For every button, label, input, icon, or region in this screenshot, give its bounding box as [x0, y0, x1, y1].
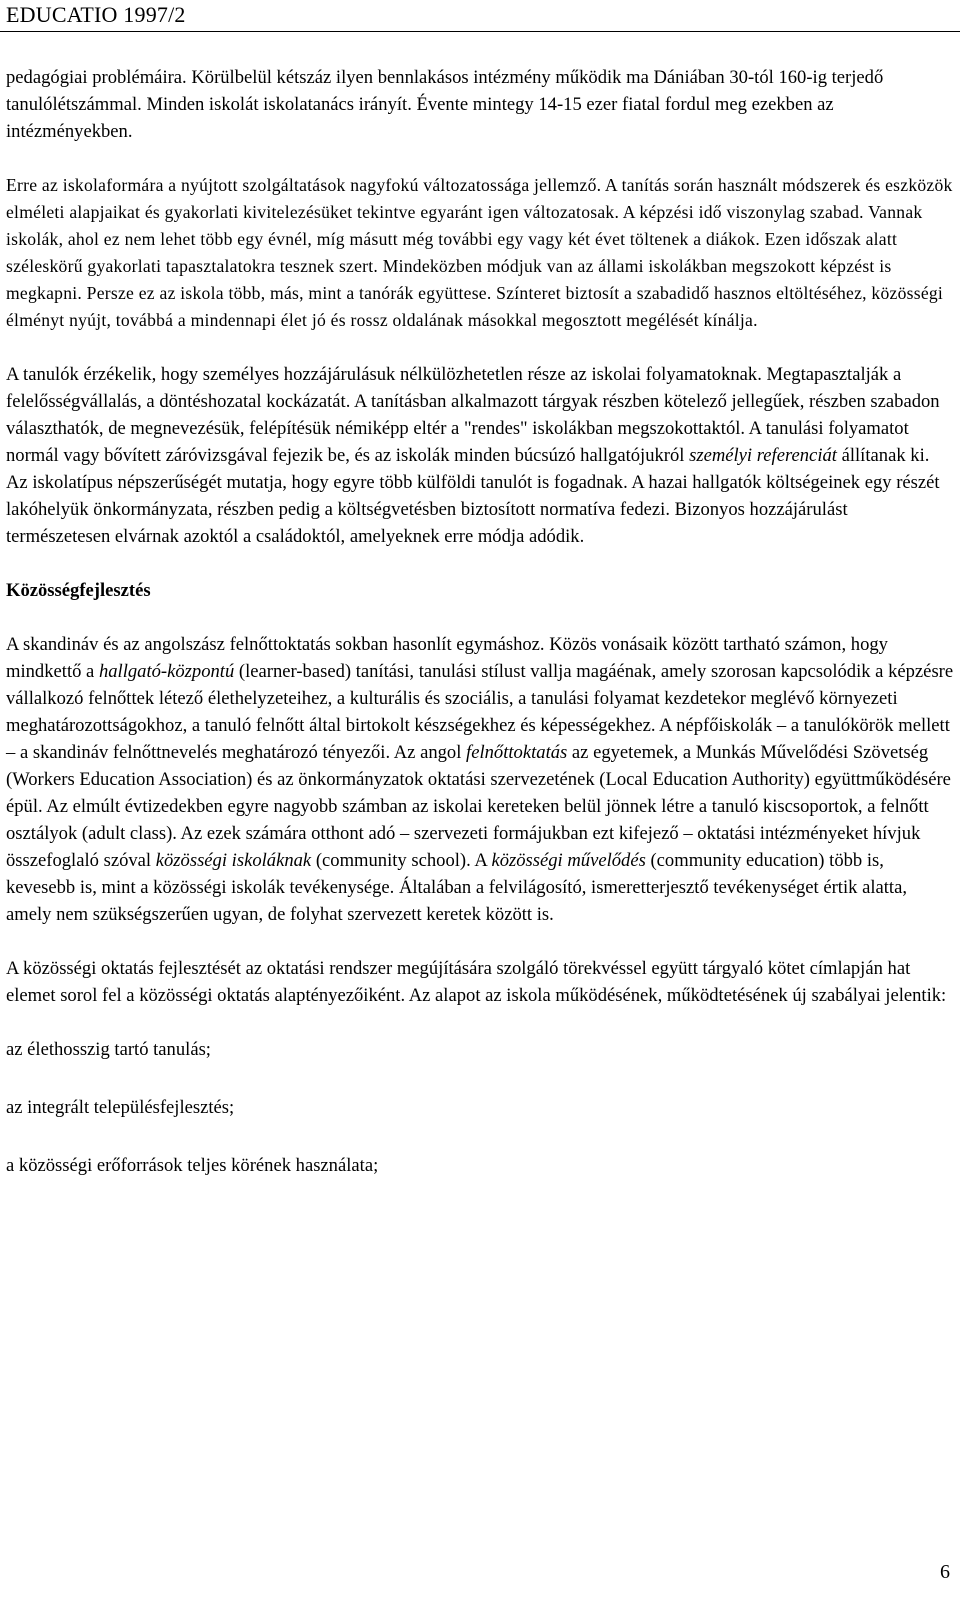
paragraph-4-text-d: (community school). A [311, 850, 492, 871]
paragraph-4-text-b: (learner-based) tanítási, tanulási stílust vallja magáénak, amely szorosan kapcsolódik a képzésre vállalkozó felnőttek létező élethelyzeteihez, a kulturális és szociális, a tanulási folyamat kezdetekor meglévő környezeti meghatározottságokhoz, a tanuló felnőtt által birtokolt készségekhez és képességekhez. A népfőiskolák – a tanulókörök mellett – a skandináv felnőttnevelés meghatározó tényezői. Az angol [6, 661, 954, 763]
paragraph-1: pedagógiai problémáira. Körülbelül kétszáz ilyen bennlakásos intézmény működik ma Dániában 30-tól 160-ig terjedő tanulólétszámmal. Minden iskolát iskolatanács irányít. Évente mintegy 14-15 ezer fiatal fordul meg ezekben az intézményekben. [6, 67, 884, 142]
paragraph-4-text-e: (community education) több is, kevesebb is, mint a közösségi iskolák tevékenysége. Általában a felvilágosító, ismeretterjesztő tevékenységet értik alatta, amely nem szükségszerűen ugyan, de folyhat szervezett keretek között is. [6, 850, 907, 925]
paragraph-3 [6, 361, 954, 550]
paragraph-4-text-a: A skandináv és az angolszász felnőttoktatás sokban hasonlít egymáshoz. Közös vonásaik között tartható számon, hogy mindkettő a [6, 634, 888, 682]
paragraph-4-italic-3: közösségi iskoláknak [155, 850, 312, 871]
paragraph-4-italic-4: közösségi művelődés [491, 850, 646, 871]
list-item: az integrált településfejlesztés; [6, 1097, 235, 1118]
page-header [0, 0, 960, 32]
paragraph-4-text-c: az egyetemek, a Munkás Művelődési Szövetség (Workers Education Association) és az önkormányzatok oktatási szervezetének (Local Education Authority) együttműködésére épül. Az elmúlt évtizedekben egyre nagyobb számban az iskolai kereteken belül jönnek létre a tanuló kiscsoportok, a felnőtt osztályok (adult class). Az ezek számára otthont adó – szervezeti formájukban ezt kifejező – oktatási intézményeket hívjuk összefoglaló szóval [6, 742, 951, 871]
paragraph-3-text-a: A tanulók érzékelik, hogy személyes hozzájárulásuk nélkülözhetetlen része az iskolai folyamatoknak. Megtapasztalják a felelősségvállalás, a döntéshozatal kockázatát. A tanításban alkalmazott tárgyak részben kötelező jellegűek, részben szabadon választhatók, de megnevezésük, felépítésük némiképp eltér a "rendes" iskolákban megszokottaktól. A tanulási folyamatot normál vagy bővített záróvizsgával fejezik be, és az iskolák minden búcsúzó hallgatójukról [6, 364, 940, 466]
journal-title: EDUCATIO 1997/2 [6, 2, 186, 27]
paragraph-4-italic-1: hallgató-központú [98, 661, 235, 682]
paragraph-2: Erre az iskolaformára a nyújtott szolgáltatások nagyfokú változatossága jellemző. A tanítás során használt módszerek és eszközök elméleti alapjaikat és gyakorlati kivitelezésüket tekintve egyaránt igen változatosak. A képzési idő viszonylag szabad. Vannak iskolák, ahol ez nem lehet több egy évnél, míg másutt még további egy vagy két évet töltenek a diákok. Ezen időszak alatt széleskörű gyakorlati tapasztalatokra tesznek szert. Mindeközben módjuk van az állami iskolákban megszokott képzést is megkapni. Persze ez az iskola több, más, mint a tanórák együttese. Színteret biztosít a szabadidő hasznos eltöltéséhez, közösségi élményt nyújt, továbbá a mindennapi élet jó és rossz oldalának másokkal megosztott megélését kínálja. [6, 175, 953, 330]
list-item: az élethosszig tartó tanulás; [6, 1039, 211, 1060]
document-body [6, 64, 954, 1210]
paragraph-4-italic-2: felnőttoktatás [466, 742, 568, 763]
paragraph-3-text-b: állítanak ki. Az iskolatípus népszerűségét mutatja, hogy egyre több külföldi tanulót is fogadnak. A hazai hallgatók költségeinek egy részét lakóhelyük önkormányzata, részben pedig a költségvetésben biztosított normatíva fedezi. Bizonyos hozzájárulást természetesen elvárnak azoktól a családoktól, amelyeknek erre módja adódik. [6, 445, 940, 547]
paragraph-3-italic: személyi referenciát [689, 445, 837, 466]
list-item: a közösségi erőforrások teljes körének használata; [6, 1155, 379, 1176]
paragraph-5: A közösségi oktatás fejlesztését az oktatási rendszer megújítására szolgáló törekvéssel együtt tárgyaló kötet címlapján hat elemet sorol fel a közösségi oktatás alaptényezőiként. Az alapot az iskola működésének, működtetésének új szabályai jelentik: [6, 958, 947, 1006]
paragraph-4 [6, 631, 954, 928]
section-heading: Közösségfejlesztés [6, 580, 151, 601]
page-number: 6 [940, 1561, 950, 1583]
